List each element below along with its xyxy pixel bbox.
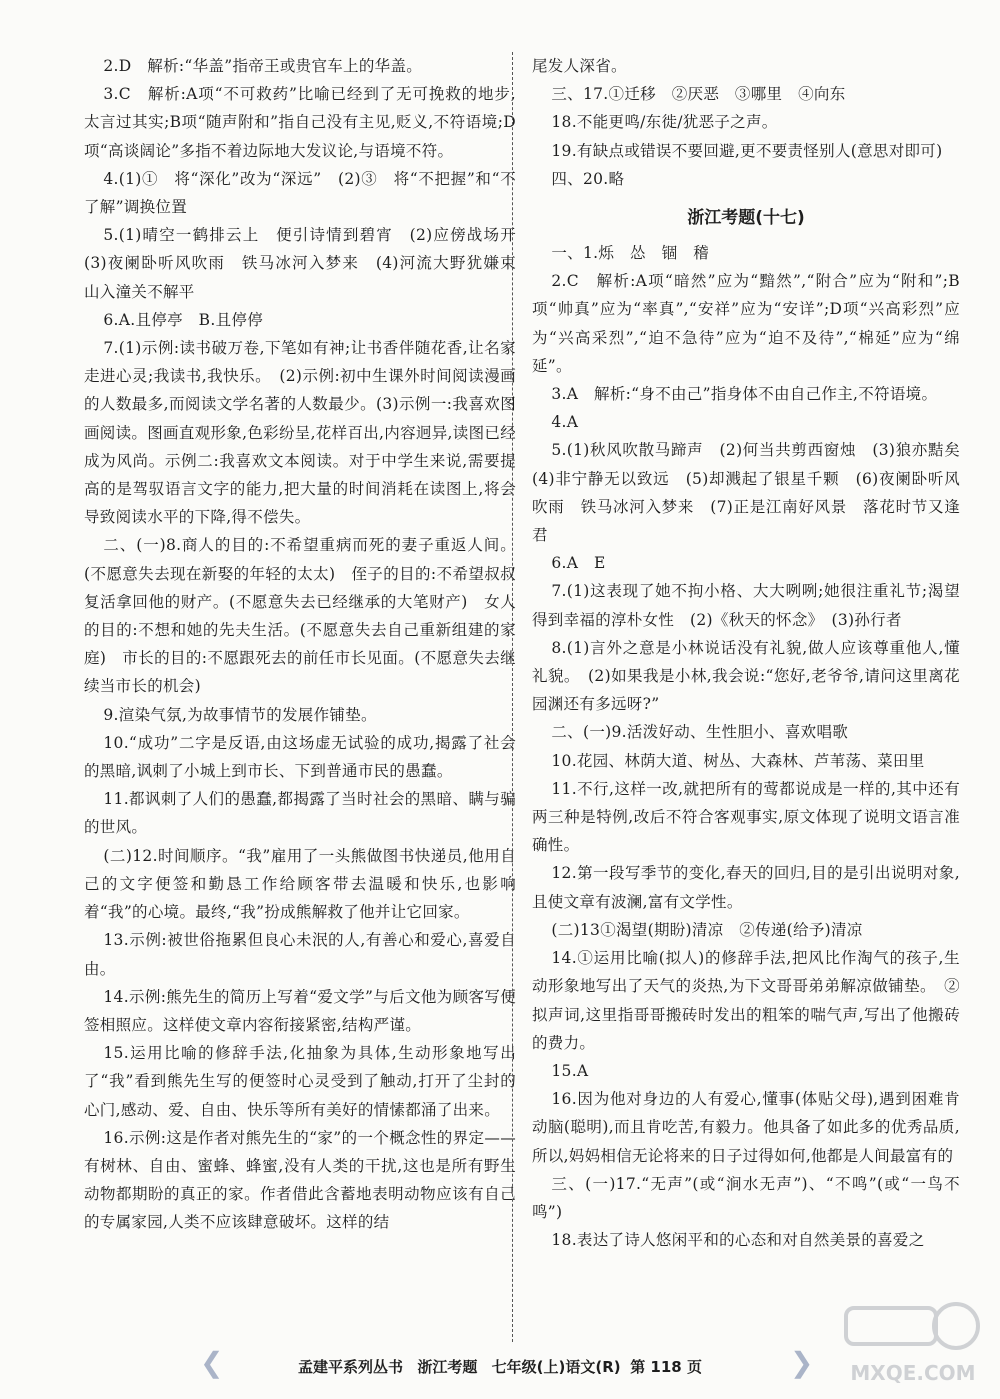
answer-paragraph: 二、(一)9.活泼好动、生性胆小、喜欢唱歌 bbox=[551, 723, 849, 742]
answer-paragraph: 15.A bbox=[551, 1061, 589, 1080]
answer-paragraph: 5.(1)晴空一鹤排云上 便引诗情到碧宵 (2)应傍战场开 (3)夜阑卧听风吹雨 铁马冰河入梦来 (4)河流大野犹嫌束 山入潼关不解平 bbox=[84, 226, 532, 301]
answer-paragraph: 13.示例:被世俗拖累但良心未泯的人,有善心和爱心,喜爱自由。 bbox=[84, 931, 516, 978]
answer-paragraph: 15.运用比喻的修辞手法,化抽象为具体,生动形象地写出了“我”看到熊先生写的便签时心灵受到了触动,打开了尘封的心门,感动、爱、自由、快乐等所有美好的情愫都涌了出来。 bbox=[84, 1044, 516, 1119]
column-divider bbox=[512, 52, 513, 1342]
footer-right-ornament-icon: ❯ bbox=[790, 1346, 814, 1379]
answer-paragraph: 3.A 解析:“身不由己”指身体不由自己作主,不符语境。 bbox=[551, 385, 938, 404]
answer-paragraph: 10.“成功”二字是反语,由这场虚无试验的成功,揭露了社会的黑暗,讽刺了小城上到市长、下到普通市民的愚蠢。 bbox=[84, 733, 516, 781]
answer-paragraph: 14.示例:熊先生的简历上写着“爱文学”与后文他为顾客写便签相照应。这样使文章内容衔接紧密,结构严谨。 bbox=[84, 987, 516, 1034]
answer-paragraph: 10.花园、林荫大道、树丛、大森林、芦苇荡、菜田里 bbox=[551, 751, 925, 770]
right-column-bottom bbox=[532, 239, 976, 1254]
answer-paragraph: (二)12.时间顺序。“我”雇用了一头熊做图书快递员,他用自己的文字便签和勤恳工作给顾客带去温暖和快乐,也影响着“我”的心境。最终,“我”扮成熊解救了他并让它回家。 bbox=[84, 846, 516, 922]
right-column-top bbox=[532, 52, 960, 193]
answer-paragraph: 2.D 解析:“华盖”指帝王或贵官车上的华盖。 bbox=[103, 57, 423, 75]
footer-series: 孟建平系列丛书 bbox=[298, 1358, 404, 1376]
answer-paragraph: 四、20.略 bbox=[551, 169, 625, 188]
answer-paragraph: 16.因为他对身边的人有爱心,懂事(体贴父母),遇到困难肯动脑(聪明),而且肯吃苦,有毅力。他具备了如此多的优秀品质,所以,妈妈相信无论将来的日子过得如何,他都是人间最富有的 bbox=[532, 1090, 960, 1165]
answer-paragraph: 2.C 解析:A项“暗然”应为“黯然”,“附合”应为“附和”;B项“帅真”应为“率真”,“安祥”应为“安详”;D项“兴高彩烈”应为“兴高采烈”,“迫不急待”应为“迫不及待”,“棉延”应为“绵延”。 bbox=[532, 272, 960, 375]
footer-subject: 浙江考题 bbox=[417, 1358, 478, 1376]
footer-grade: 七年级(上)语文(R) bbox=[491, 1358, 621, 1376]
answer-paragraph: 5.(1)秋风吹散马蹄声 (2)何当共剪西窗烛 (3)狼亦黠矣 (4)非宁静无以致远 (5)却溅起了银星千颗 (6)夜阑卧听风吹雨 铁马冰河入梦来 (7)正是江南好风景 落花时节又逢君 bbox=[532, 441, 976, 545]
answer-paragraph: 尾发人深省。 bbox=[532, 57, 627, 75]
answer-paragraph: 4.A bbox=[551, 413, 579, 432]
answer-paragraph: 11.都讽刺了人们的愚蠢,都揭露了当时社会的黑暗、瞒与骗的世风。 bbox=[84, 790, 516, 837]
answer-paragraph: 16.示例:这是作者对熊先生的“家”的一个概念性的界定——有树林、自由、蜜蜂、蜂蜜,没有人类的干扰,这也是所有野生动物都期盼的真正的家。作者借此含蓄地表明动物应该有自己的专属家园,人类不应该肆意破坏。这样的结 bbox=[84, 1128, 516, 1232]
section-title: 浙江考题(十七) bbox=[687, 208, 805, 229]
answer-paragraph: 18.不能更鸣/东徙/犹恶子之声。 bbox=[551, 113, 778, 132]
answer-paragraph: 三、17.①迁移 ②厌恶 ③哪里 ④向东 bbox=[551, 85, 846, 104]
answer-paragraph: 6.A E bbox=[551, 554, 606, 573]
footer-left-ornament-icon: ❮ bbox=[200, 1346, 224, 1379]
answer-paragraph: 9.渲染气氛,为故事情节的发展作铺垫。 bbox=[103, 705, 377, 724]
answer-paragraph: 7.(1)这表现了她不拘小格、大大咧咧;她很注重礼节;渴望得到幸福的淳朴女性 (2)《秋天的怀念》 (3)孙行者 bbox=[532, 582, 960, 629]
right-column bbox=[532, 52, 976, 1254]
answer-paragraph: 4.(1)① 将“深化”改为“深远” (2)③ 将“不把握”和“不了解”调换位置 bbox=[84, 169, 516, 217]
answer-paragraph: 12.第一段写季节的变化,春天的回归,目的是引出说明对象,且使文章有波澜,富有文学性。 bbox=[532, 864, 960, 911]
answer-paragraph: 19.有缺点或错误不要回避,更不要责怪别人(意思对即可) bbox=[551, 141, 943, 160]
answer-paragraph: 6.A.且停亭 B.且停停 bbox=[103, 310, 264, 329]
answer-paragraph: (二)13①渴望(期盼)清凉 ②传递(给予)清凉 bbox=[551, 920, 863, 939]
answer-paragraph: 3.C 解析:A项“不可救药”比喻已经到了无可挽救的地步,太言过其实;B项“随声附和”指自己没有主见,贬义,不符语境;D项“高谈阔论”多指不着边际地大发议论,与语境不符。 bbox=[84, 85, 516, 160]
answer-paragraph: 14.①运用比喻(拟人)的修辞手法,把风比作淘气的孩子,生动形象地写出了天气的炎热,为下文哥哥弟弟解凉做铺垫。 ②拟声词,这里指哥哥搬砖时发出的粗笨的喘气声,写出了他搬砖的费力。 bbox=[532, 949, 960, 1052]
answer-paragraph: 一、1.烁 怂 锢 稽 bbox=[551, 244, 709, 263]
left-column bbox=[84, 52, 532, 1237]
watermark-logo bbox=[838, 1296, 988, 1392]
answer-paragraph: 二、(一)8.商人的目的:不希望重病而死的妻子重返人间。(不愿意失去现在新娶的年轻的太太) 侄子的目的:不希望叔叔复活拿回他的财产。(不愿意失去已经继承的大笔财产) 女人的目的:不想和她的先夫生活。(不愿意失去自己重新组建的家庭) 市长的目的:不愿跟死去的前任市长见面。(不愿意失去继续当市长的机会) bbox=[84, 536, 516, 696]
watermark-text: MXQE.COM bbox=[850, 1361, 976, 1385]
answer-paragraph: 18.表达了诗人悠闲平和的心态和对自然美景的喜爱之 bbox=[551, 1231, 925, 1250]
answer-paragraph: 三、(一)17.“无声”(或“涧水无声”)、“不鸣”(或“一鸟不鸣”) bbox=[532, 1174, 960, 1221]
answer-paragraph: 11.不行,这样一改,就把所有的莺都说成是一样的,其中还有两三种是特例,改后不符合客观事实,原文体现了说明文语言准确性。 bbox=[532, 779, 960, 855]
answer-paragraph: 7.(1)示例:读书破万卷,下笔如有神;让书香伴随花香,让名家走进心灵;我读书,我快乐。 (2)示例:初中生课外时间阅读漫画的人数最多,而阅读文学名著的人数最少。(3)示例一:我喜欢图画阅读。图画直观形象,色彩纷呈,花样百出,内容迥异,读图已经成为风尚。示例二:我喜欢文本阅读。对于中学生来说,需要提高的是驾驭语言文字的能力,把大量的时间消耗在读图上,将会导致阅读水平的下降,得不偿失。 bbox=[84, 339, 516, 527]
footer-page-number: 第 118 页 bbox=[630, 1358, 702, 1376]
answer-paragraph: 8.(1)言外之意是小林说话没有礼貌,做人应该尊重他人,懂礼貌。 (2)如果我是小林,我会说:“您好,老爷爷,请问这里离花园渊还有多远呀?” bbox=[532, 638, 960, 714]
